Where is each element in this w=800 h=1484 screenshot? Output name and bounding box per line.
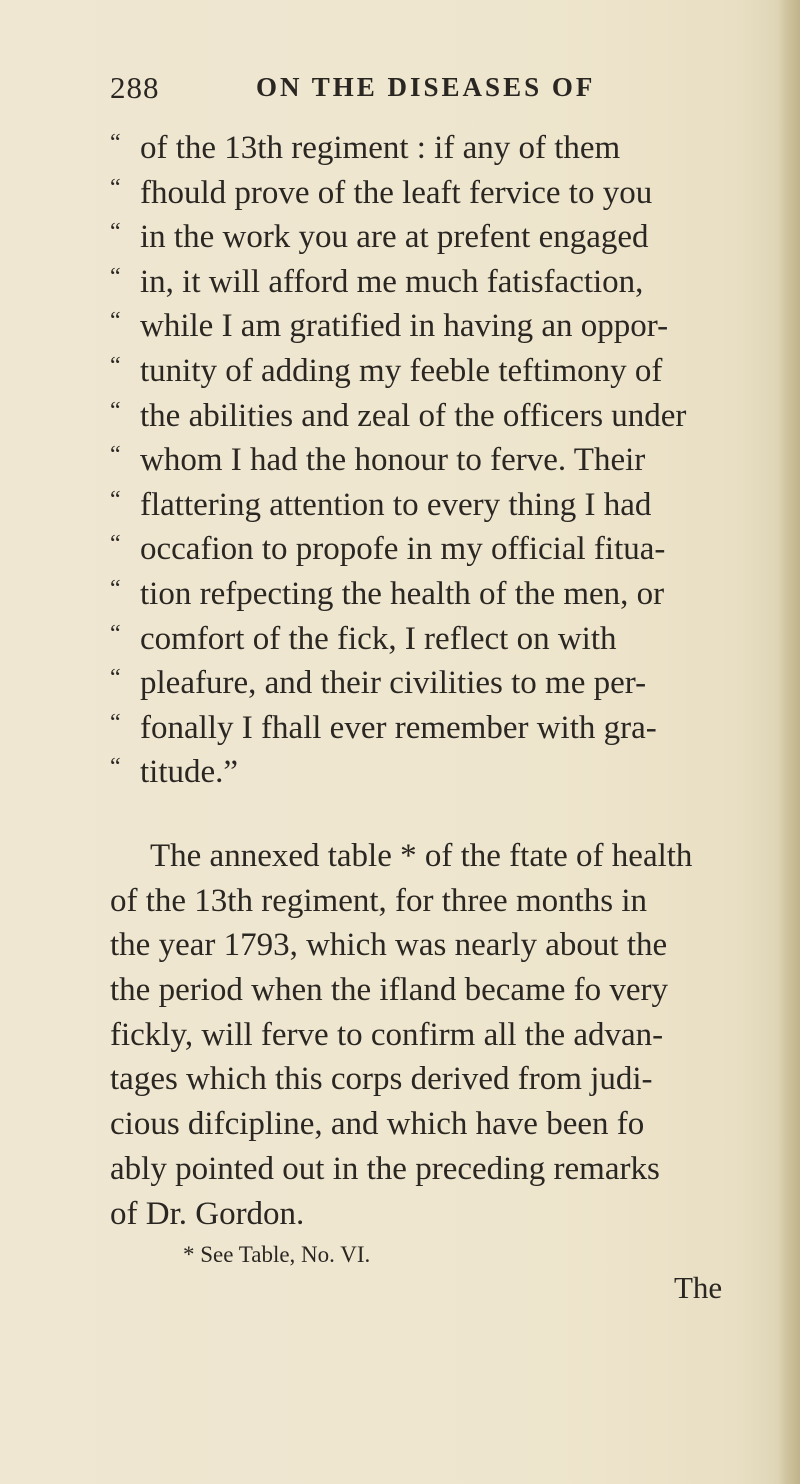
quote-line: “ comfort of the fick, I reflect on with bbox=[110, 617, 750, 662]
paragraph-line: of the 13th regiment, for three months in bbox=[110, 882, 648, 919]
paragraph-line: of Dr. Gordon. bbox=[110, 1195, 305, 1232]
paragraph-line: tages which this corps derived from judi- bbox=[110, 1061, 653, 1098]
page-edge-shadow bbox=[778, 0, 800, 1484]
quote-mark: “ bbox=[110, 308, 121, 335]
quote-line: “ whom I had the honour to ferve. Their bbox=[110, 438, 750, 483]
quote-mark: “ bbox=[110, 442, 121, 469]
quote-mark: “ bbox=[110, 754, 121, 781]
quote-line: “ tunity of adding my feeble teftimony of bbox=[110, 349, 750, 394]
quote-line: “ fhould prove of the leaft fervice to you bbox=[110, 171, 750, 216]
quote-mark: “ bbox=[110, 531, 121, 558]
footnote: * See Table, No. VI. bbox=[183, 1242, 371, 1267]
quote-mark: “ bbox=[110, 620, 121, 647]
quote-mark: “ bbox=[110, 263, 121, 290]
quote-mark: “ bbox=[110, 665, 121, 692]
quote-line: “ in the work you are at prefent engaged bbox=[110, 215, 750, 260]
quote-line: “ of the 13th regiment : if any of them bbox=[110, 126, 750, 171]
quote-line: “ pleafure, and their civilities to me per- bbox=[110, 661, 750, 706]
quote-line: “ in, it will afford me much fatisfaction, bbox=[110, 260, 750, 305]
quote-mark: “ bbox=[110, 352, 121, 379]
quote-line: “ tion refpecting the health of the men, or bbox=[110, 572, 750, 617]
quote-mark: “ bbox=[110, 397, 121, 424]
paragraph-line: the period when the ifland became fo very bbox=[110, 972, 669, 1009]
quote-mark: “ bbox=[110, 709, 121, 736]
quote-mark: “ bbox=[110, 130, 121, 156]
quote-mark: “ bbox=[110, 486, 121, 513]
running-title: ON THE DISEASES OF bbox=[256, 72, 596, 102]
quote-line: “ while I am gratified in having an oppor- bbox=[110, 304, 750, 349]
quoted-letter bbox=[110, 126, 750, 795]
paragraph-line: ably pointed out in the preceding remarks bbox=[110, 1150, 660, 1187]
body-paragraph bbox=[110, 834, 750, 1236]
page-number: 288 bbox=[110, 70, 160, 105]
paragraph-line: the year 1793, which was nearly about the bbox=[110, 927, 668, 964]
quote-mark: “ bbox=[110, 219, 121, 246]
quote-mark: “ bbox=[110, 174, 121, 201]
quote-line: “ titude.” bbox=[110, 750, 750, 795]
running-header bbox=[110, 70, 670, 110]
paragraph-line: cious difcipline, and which have been fo bbox=[110, 1106, 645, 1143]
paragraph-line: fickly, will ferve to confirm all the advan- bbox=[110, 1016, 664, 1053]
quote-mark: “ bbox=[110, 575, 121, 602]
paragraph-line: The annexed table * of the ftate of health bbox=[150, 838, 693, 874]
quote-line: “ occafion to propofe in my official fitua- bbox=[110, 527, 750, 572]
quote-line: “ flattering attention to every thing I had bbox=[110, 483, 750, 528]
quote-line: “ the abilities and zeal of the officers under bbox=[110, 394, 750, 439]
quote-line: “ fonally I fhall ever remember with gra- bbox=[110, 706, 750, 751]
catchword: The bbox=[674, 1270, 723, 1305]
